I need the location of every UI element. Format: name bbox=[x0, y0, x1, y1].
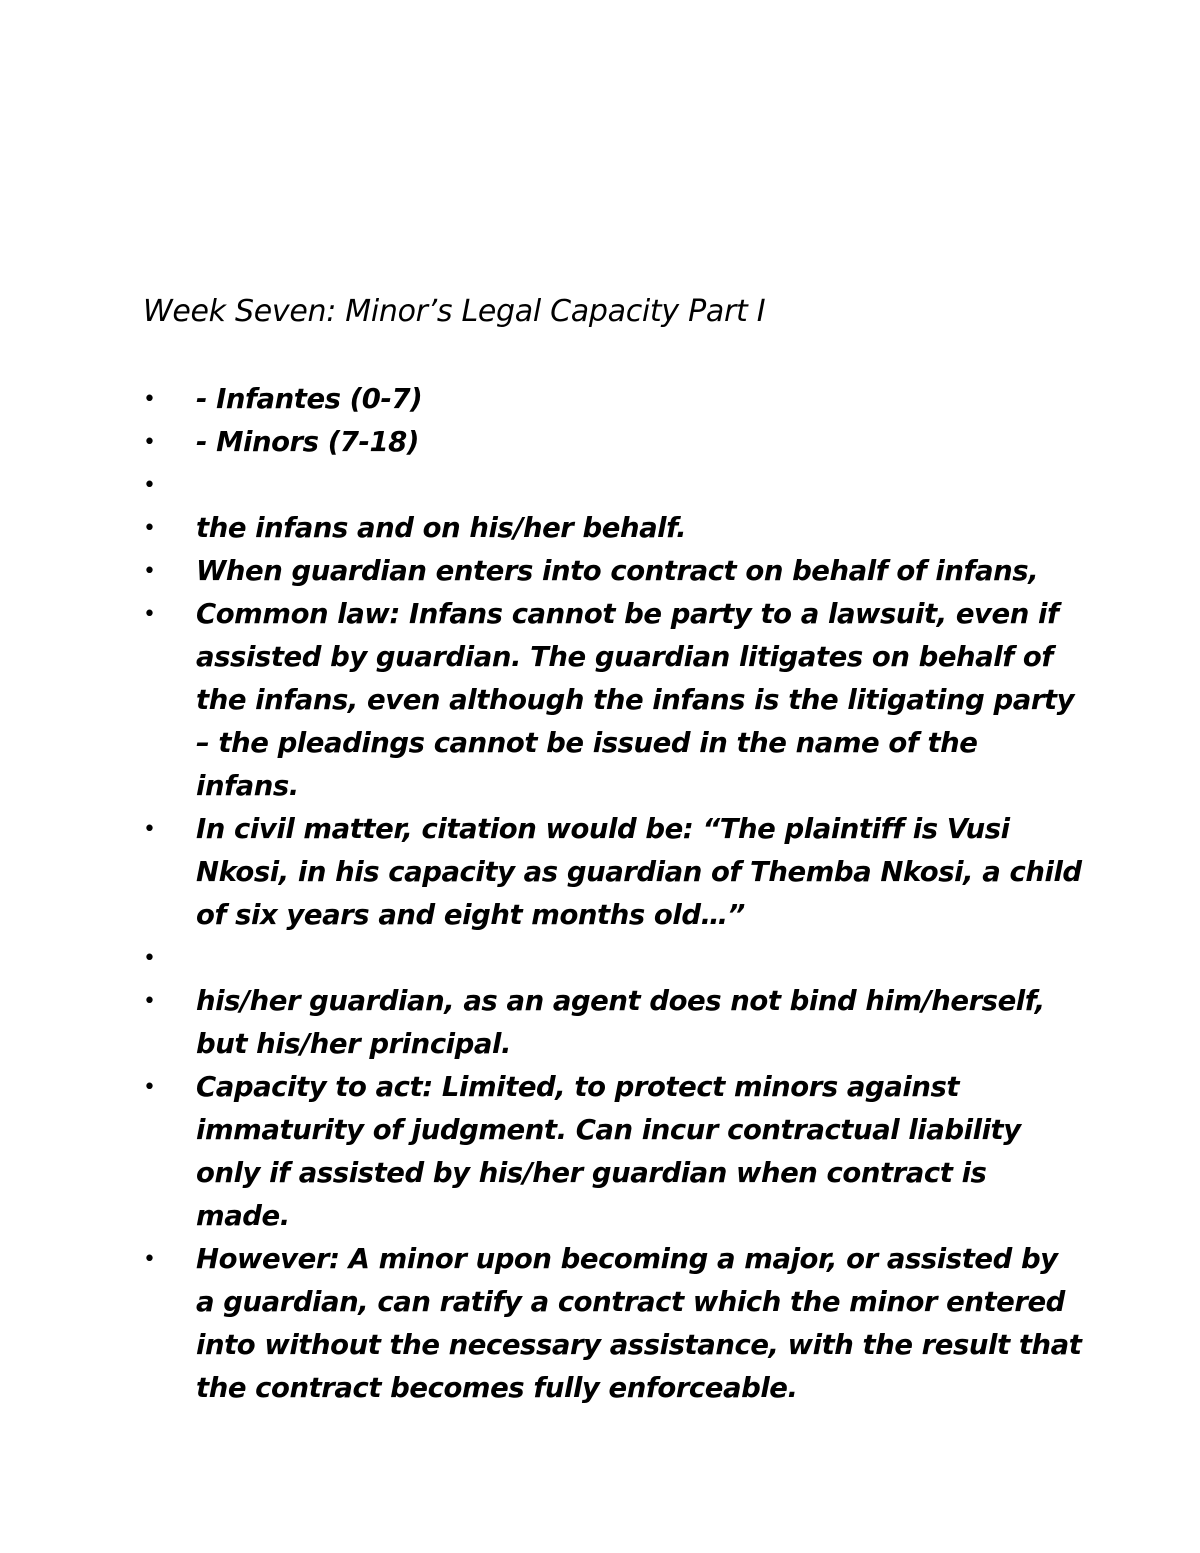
list-item-text: his/her guardian, as an agent does not bind him/herself, but his/her principal. bbox=[196, 985, 1045, 1060]
bullet-marker: • bbox=[143, 602, 156, 627]
bullet-list bbox=[143, 378, 1083, 1410]
list-item-text: - Minors (7-18) bbox=[196, 426, 419, 458]
bullet-marker: • bbox=[143, 989, 156, 1014]
bullet-marker: • bbox=[143, 387, 156, 412]
list-item bbox=[143, 593, 1083, 808]
list-item bbox=[143, 1066, 1083, 1238]
list-item bbox=[143, 507, 1083, 550]
list-item bbox=[143, 378, 1083, 421]
list-item bbox=[143, 1238, 1083, 1410]
list-item-text: Common law: Infans cannot be party to a lawsuit, even if assisted by guardian. The guardian litigates on behalf of the infans, even although the infans is the litigating party – the pleadings cannot be issued in the name of the infans. bbox=[196, 598, 1075, 802]
bullet-marker: • bbox=[143, 1247, 156, 1272]
list-item bbox=[143, 808, 1083, 937]
list-item-text: the infans and on his/her behalf. bbox=[196, 512, 687, 544]
list-item bbox=[143, 421, 1083, 464]
bullet-marker: • bbox=[143, 946, 156, 971]
document-title: Week Seven: Minor’s Legal Capacity Part I bbox=[143, 294, 766, 329]
list-item-text: - Infantes (0-7) bbox=[196, 383, 423, 415]
list-item bbox=[143, 464, 1083, 507]
bullet-marker: • bbox=[143, 516, 156, 541]
bullet-marker: • bbox=[143, 817, 156, 842]
bullet-marker: • bbox=[143, 1075, 156, 1100]
list-item bbox=[143, 980, 1083, 1066]
list-item-text: However: A minor upon becoming a major, or assisted by a guardian, can ratify a contract which the minor entered into without the necessary assistance, with the result that the contract becomes fully enforceable. bbox=[196, 1243, 1082, 1404]
bullet-marker: • bbox=[143, 430, 156, 455]
bullet-marker: • bbox=[143, 559, 156, 584]
list-item-text: In civil matter, citation would be: “The plaintiff is Vusi Nkosi, in his capacity as guardian of Themba Nkosi, a child of six years and eight months old…” bbox=[196, 813, 1082, 931]
list-item bbox=[143, 550, 1083, 593]
bullet-marker: • bbox=[143, 473, 156, 498]
list-item-text: Capacity to act: Limited, to protect minors against immaturity of judgment. Can incur contractual liability only if assisted by his/her guardian when contract is made. bbox=[196, 1071, 1021, 1232]
list-item bbox=[143, 937, 1083, 980]
list-item-text: When guardian enters into contract on behalf of infans, bbox=[196, 555, 1039, 587]
